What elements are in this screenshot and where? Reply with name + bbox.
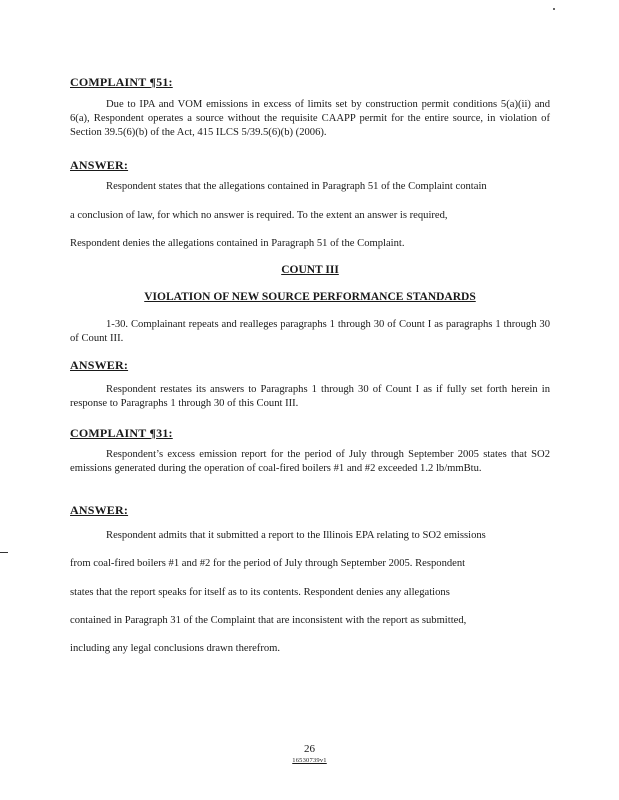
count-3-text: 1-30. Complainant repeats and realleges paragraphs 1 through 30 of Count I as paragraphs 1 through 30 of Count III. bbox=[70, 319, 550, 344]
answer-31-heading: ANSWER: bbox=[70, 503, 129, 517]
complaint-51-text: Due to IPA and VOM emissions in excess of limits set by construction permit conditions 5(a)(ii) and 6(a), Respondent operates a source without the requisite CAAPP permit for the entire source, in violation of Section 39.5(6)(b) of the Act, 415 ILCS 5/39.5(6)(b) (2006). bbox=[70, 99, 550, 138]
count-title: COUNT III bbox=[281, 264, 339, 276]
answer-1-30-text: Respondent restates its answers to Paragraphs 1 through 30 of Count I as if fully set forth herein in response to Paragraphs 1 through 30 of this Count III. bbox=[70, 384, 550, 409]
answer-51-line-1: Respondent states that the allegations contained in Paragraph 51 of the Complaint contain bbox=[106, 181, 487, 192]
answer-51-line-2: a conclusion of law, for which no answer is required. To the extent an answer is required, bbox=[70, 210, 448, 221]
complaint-51-heading: COMPLAINT ¶51: bbox=[70, 75, 173, 89]
complaint-51-paragraph bbox=[70, 98, 550, 140]
answer-1-30-heading: ANSWER: bbox=[70, 358, 129, 372]
document-id: 16530739v1 bbox=[292, 757, 327, 764]
page-number: 26 bbox=[304, 743, 315, 755]
margin-mark bbox=[0, 552, 8, 553]
answer-31-line-3: states that the report speaks for itself as to its contents. Respondent denies any allegations bbox=[70, 587, 450, 598]
answer-31-line-2: from coal-fired boilers #1 and #2 for the period of July through September 2005. Respondent bbox=[70, 558, 466, 569]
count-3-paragraph bbox=[70, 318, 550, 346]
answer-31-line-5: including any legal conclusions drawn therefrom. bbox=[70, 643, 281, 654]
answer-1-30-paragraph bbox=[70, 383, 550, 411]
answer-51-heading: ANSWER: bbox=[70, 158, 129, 172]
scan-speck bbox=[553, 8, 555, 10]
answer-31-line-1: Respondent admits that it submitted a report to the Illinois EPA relating to SO2 emissions bbox=[106, 530, 486, 541]
answer-31-line-4: contained in Paragraph 31 of the Complaint that are inconsistent with the report as submitted, bbox=[70, 615, 467, 626]
answer-51-line-3: Respondent denies the allegations contained in Paragraph 51 of the Complaint. bbox=[70, 238, 405, 249]
count-subtitle: VIOLATION OF NEW SOURCE PERFORMANCE STANDARDS bbox=[144, 291, 476, 303]
complaint-31-text: Respondent’s excess emission report for the period of July through September 2005 states that SO2 emissions generated during the operation of coal-fired boilers #1 and #2 exceeded 1.2 lb/mmBtu. bbox=[70, 449, 550, 474]
complaint-31-heading: COMPLAINT ¶31: bbox=[70, 426, 173, 440]
complaint-31-paragraph bbox=[70, 448, 550, 476]
